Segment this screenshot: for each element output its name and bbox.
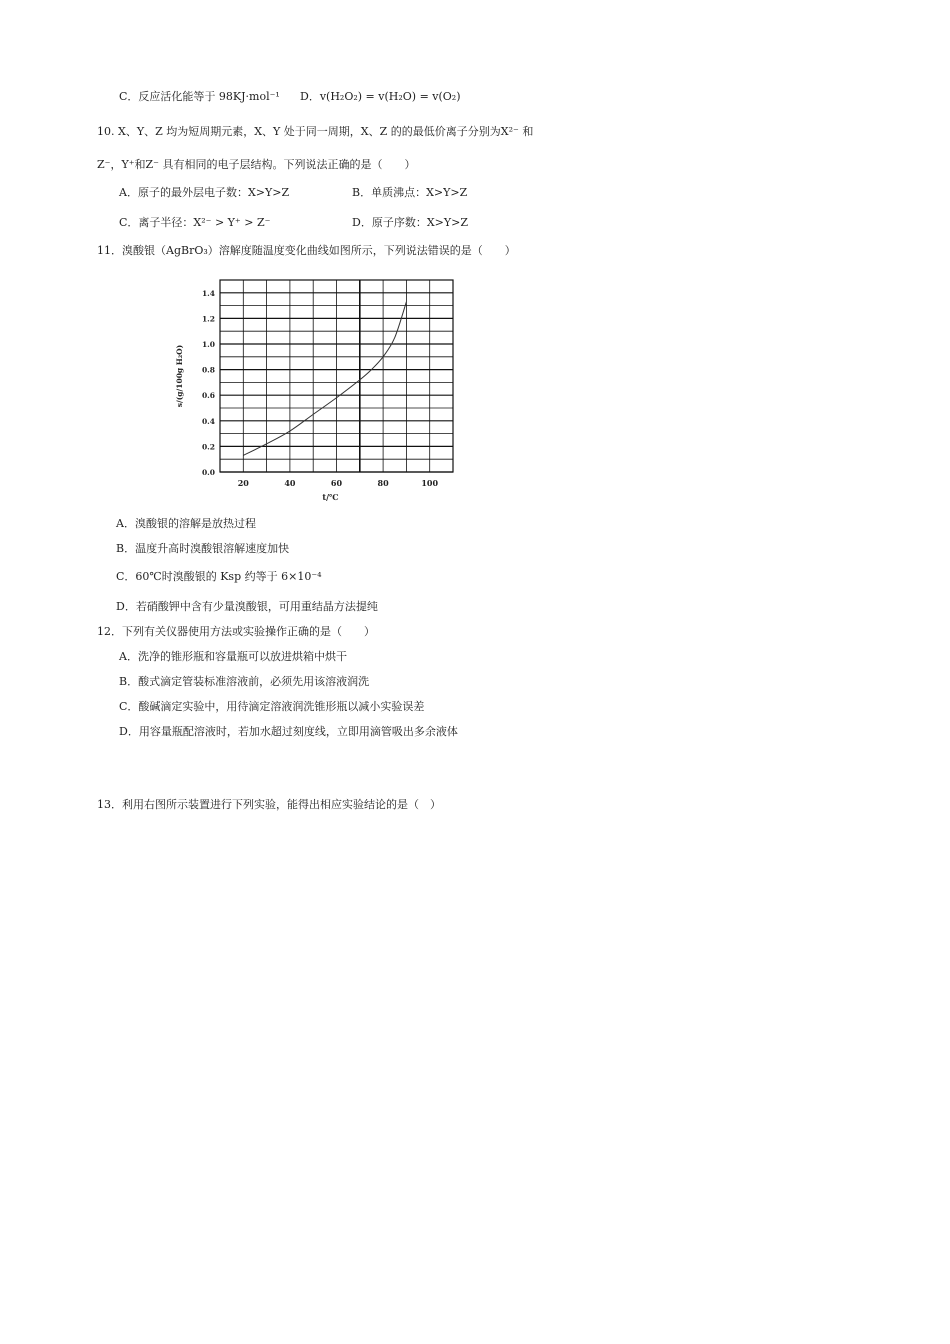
q10-option-a: A．原子的最外层电子数：X>Y>Z (119, 186, 290, 199)
q12-option-c: C．酸碱滴定实验中，用待滴定溶液润洗锥形瓶以减小实验误差 (119, 700, 425, 713)
q11-option-d: D．若硝酸钾中含有少量溴酸银，可用重结晶方法提纯 (116, 600, 378, 613)
y-axis-label: s/(g/100g H₂O) (175, 344, 184, 408)
y-tick-label: 0.2 (201, 442, 215, 452)
q10-option-d: D．原子序数：X>Y>Z (352, 216, 468, 229)
x-tick-label: 80 (377, 478, 389, 488)
y-tick-label: 1.2 (201, 314, 215, 324)
x-axis-label: t/℃ (322, 492, 339, 502)
q12-option-d: D．用容量瓶配溶液时，若加水超过刻度线，立即用滴管吸出多余液体 (119, 725, 458, 738)
q11-option-b: B．温度升高时溴酸银溶解速度加快 (116, 542, 290, 555)
solubility-chart (170, 272, 470, 512)
solubility-curve (243, 302, 406, 456)
y-tick-label: 0.4 (201, 416, 215, 426)
q13-stem: 13．利用右图所示装置进行下列实验，能得出相应实验结论的是（ ） (97, 798, 441, 811)
q11-option-c: C．60℃时溴酸银的 Ksp 约等于 6×10⁻⁴ (116, 570, 322, 583)
x-tick-label: 20 (237, 478, 249, 488)
y-tick-label: 1.4 (201, 288, 215, 298)
y-tick-label: 0.8 (201, 365, 215, 375)
q10-stem-line1: 10. X、Y、Z 均为短周期元素，X、Y 处于同一周期，X、Z 的的最低价离子分别为X²⁻ 和 (97, 125, 534, 138)
y-tick-label: 1.0 (201, 340, 215, 349)
q10-stem-line2: Z⁻，Y⁺和Z⁻ 具有相同的电子层结构。下列说法正确的是（ ） (97, 158, 416, 171)
y-tick-label: 0.6 (201, 391, 215, 401)
q12-stem: 12．下列有关仪器使用方法或实验操作正确的是（ ） (97, 625, 375, 638)
q12-option-a: A．洗净的锥形瓶和容量瓶可以放进烘箱中烘干 (119, 650, 347, 663)
q10-option-b: B．单质沸点：X>Y>Z (352, 186, 468, 199)
y-tick-label: 0.0 (201, 468, 215, 477)
q11-stem: 11．溴酸银（AgBrO₃）溶解度随温度变化曲线如图所示，下列说法错误的是（ ） (97, 244, 516, 257)
q9-option-d: D．v(H₂O₂) = v(H₂O) = v(O₂) (300, 90, 461, 103)
x-tick-label: 100 (421, 478, 439, 488)
chart-canvas (170, 272, 470, 512)
q10-option-c: C．离子半径：X²⁻ > Y⁺ > Z⁻ (119, 216, 271, 229)
q11-option-a: A．溴酸银的溶解是放热过程 (116, 517, 256, 530)
q9-option-c: C．反应活化能等于 98KJ·mol⁻¹ (119, 90, 280, 103)
x-tick-label: 60 (330, 478, 343, 488)
q12-option-b: B．酸式滴定管装标准溶液前，必须先用该溶液润洗 (119, 675, 370, 688)
x-tick-label: 40 (284, 478, 296, 488)
